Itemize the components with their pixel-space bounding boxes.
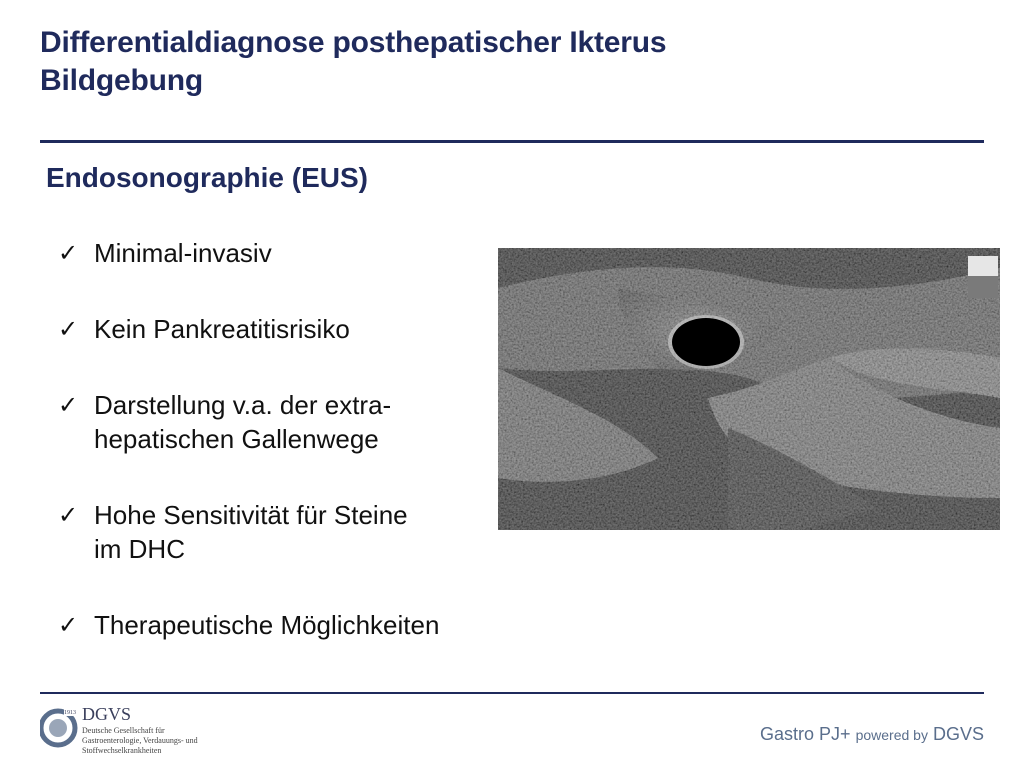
bullet-item [56, 498, 526, 566]
logo-year: 1913 [64, 710, 76, 716]
section-subtitle: Endosonographie (EUS) [46, 162, 368, 193]
slide-title-line2: Bildgebung [40, 64, 203, 97]
header-divider [40, 140, 984, 143]
powered-brand: Gastro PJ+ [760, 724, 851, 744]
logo-wordmark: DGVS [82, 704, 132, 724]
dgvs-emblem-icon [40, 706, 80, 750]
bullet-list [56, 236, 526, 642]
logo-subtitle: Deutsche Gesellschaft für Gastroenterologie, Verdauungs- und Stoffwechselkrankheiten [82, 726, 198, 755]
checkmark-icon: ✓ [58, 239, 79, 267]
powered-org: DGVS [932, 724, 984, 744]
bullet-text-continuation: im DHC [94, 534, 185, 564]
bullet-item [56, 312, 526, 346]
checkmark-icon: ✓ [58, 611, 79, 639]
bullet-item [56, 236, 526, 270]
bullet-item [56, 608, 526, 642]
checkmark-icon: ✓ [58, 501, 79, 529]
bullet-text: Darstellung v.a. der extra- [94, 390, 392, 420]
bullet-text: Hohe Sensitivität für Steine [94, 500, 408, 530]
eus-ultrasound-image [498, 248, 1000, 530]
slide-title-line1: Differentialdiagnose posthepatischer Ikterus [40, 26, 667, 59]
footer-divider [40, 692, 984, 694]
checkmark-icon: ✓ [58, 315, 79, 343]
powered-by-text: powered by [855, 727, 928, 743]
bullet-text: Therapeutische Möglichkeiten [94, 610, 440, 640]
powered-by-tag [760, 724, 984, 745]
ultrasound-graphic [498, 248, 1000, 530]
bullet-text: Kein Pankreatitisrisiko [94, 314, 350, 344]
bullet-text: Minimal-invasiv [94, 238, 272, 268]
slide-title [40, 24, 666, 100]
checkmark-icon: ✓ [58, 391, 79, 419]
bullet-text-continuation: hepatischen Gallenwege [94, 424, 379, 454]
bullet-item [56, 388, 526, 456]
